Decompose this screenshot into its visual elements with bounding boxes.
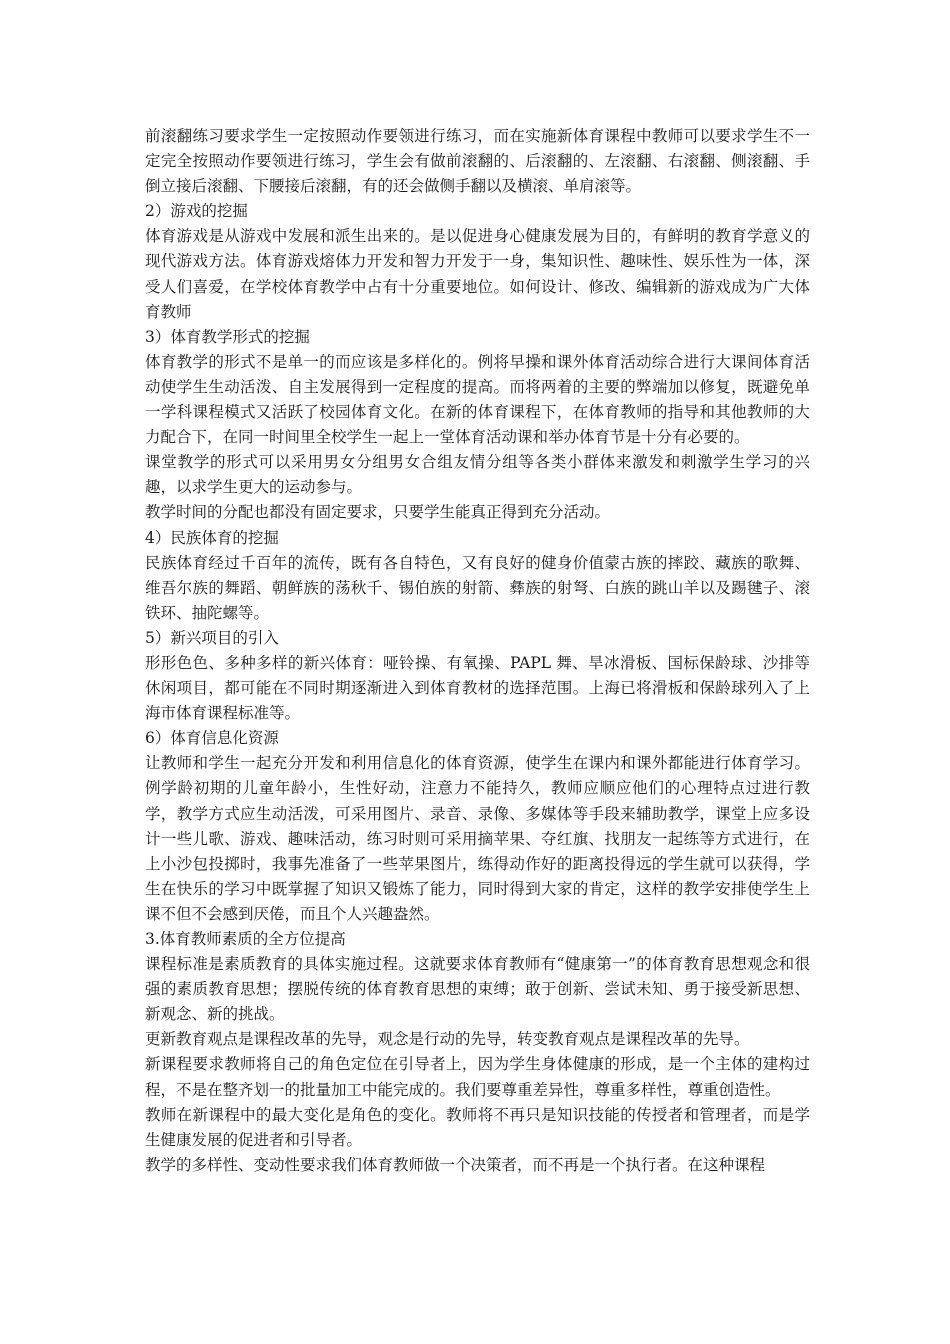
paragraph-forward-roll: 前滚翻练习要求学生一定按照动作要领进行练习，而在实施新体育课程中教师可以要求学生不一定完全按照动作要领进行练习，学生会有做前滚翻的、后滚翻的、左滚翻、右滚翻、侧滚翻、手倒立接后滚翻、下腰接后滚翻，有的还会做侧手翻以及横滚、单肩滚等。 (145, 127, 810, 196)
paragraph-update-concepts: 更新教育观点是课程改革的先导，观念是行动的先导，转变教育观点是课程改革的先导。 (145, 1030, 750, 1049)
heading-info-resources: 6）体育信息化资源 (145, 729, 279, 748)
paragraph-teaching-form: 体育教学的形式不是单一的而应该是多样化的。例将早操和课外体育活动综合进行大课间体育活动使学生生动活泼、自主发展得到一定程度的提高。而将两着的主要的弊端加以修复，既避免单一学科课程模式又活跃了校园体育文化。在新的体育课程下，在体育教师的指导和其他教师的大力配合下，在同一时间里全校学生一起上一堂体育活动课和举办体育节是十分有必要的。 (145, 352, 810, 447)
paragraph-new-projects: 形形色色、多种多样的新兴体育：哑铃操、有氧操、PAPL 舞、旱冰滑板、国标保龄球、沙排等休闲项目，都可能在不同时期逐渐进入到体育教材的选择范围。上海已将滑板和保龄球列入了上海市体育课程标准等。 (145, 653, 810, 723)
paragraph-time-allocation: 教学时间的分配也都没有固定要求，只要学生能真正得到充分活动。 (145, 503, 611, 522)
heading-teaching-form: 3）体育教学形式的挖掘 (145, 327, 310, 346)
document-body (145, 124, 810, 1178)
paragraph-curriculum-standard: 课程标准是素质教育的具体实施过程。这就要求体育教师有“健康第一”的体育教育思想观念和很强的素质教育思想；摆脱传统的体育教育思想的束缚；敢于创新、尝试未知、勇于接受新思想、新观念、新的挑战。 (145, 955, 810, 1024)
paragraph-class-form: 课堂教学的形式可以采用男女分组男女合组友情分组等各类小群体来激发和刺激学生学习的兴趣，以求学生更大的运动参与。 (145, 453, 810, 497)
paragraph-decision-maker: 教学的多样性、变动性要求我们体育教师做一个决策者，而不再是一个执行者。在这种课程 (145, 1155, 766, 1174)
heading-game-mining: 2）游戏的挖掘 (145, 202, 248, 221)
heading-ethnic-sports: 4）民族体育的挖掘 (145, 528, 279, 547)
heading-new-projects: 5）新兴项目的引入 (145, 628, 279, 647)
heading-teacher-quality: 3.体育教师素质的全方位提高 (145, 930, 346, 948)
paragraph-role-change: 教师在新课程中的最大变化是角色的变化。教师将不再只是知识技能的传授者和管理者，而是学生健康发展的促进者和引导者。 (145, 1105, 810, 1149)
paragraph-sports-games: 体育游戏是从游戏中发展和派生出来的。是以促进身心健康发展为目的，有鲜明的教育学意义的现代游戏方法。体育游戏熔体力开发和智力开发于一身，集知识性、趣味性、娱乐性为一体，深受人们喜爱，在学校体育教学中占有十分重要地位。如何设计、修改、编辑新的游戏成为广大体育教师 (145, 227, 810, 321)
paragraph-teacher-role: 新课程要求教师将自己的角色定位在引导者上，因为学生身体健康的形成，是一个主体的建构过程，不是在整齐划一的批量加工中能完成的。我们要尊重差异性，尊重多样性，尊重创造性。 (145, 1055, 810, 1099)
paragraph-info-resources: 让教师和学生一起充分开发和利用信息化的体育资源，使学生在课内和课外都能进行体育学习。例学龄初期的儿童年龄小，生性好动，注意力不能持久，教师应顺应他们的心理特点过进行教学，教学方式应生动活泼，可采用图片、录音、录像、多媒体等手段来辅助教学，课堂上应多设计一些儿歌、游戏、趣味活动，练习时则可采用摘苹果、夺红旗、找朋友一起练等方式进行，在上小沙包投掷时，我事先准备了一些苹果图片，练得动作好的距离投得远的学生就可以获得，学生在快乐的学习中既掌握了知识又锻炼了能力，同时得到大家的肯定，这样的教学安排使学生上课不但不会感到厌倦，而且个人兴趣盎然。 (145, 754, 810, 923)
paragraph-ethnic-sports: 民族体育经过千百年的流传，既有各自特色，又有良好的健身价值蒙古族的摔跤、藏族的歌舞、维吾尔族的舞蹈、朝鲜族的荡秋千、锡伯族的射箭、彝族的射弩、白族的跳山羊以及踢毽子、滚铁环、抽陀螺等。 (145, 553, 810, 622)
